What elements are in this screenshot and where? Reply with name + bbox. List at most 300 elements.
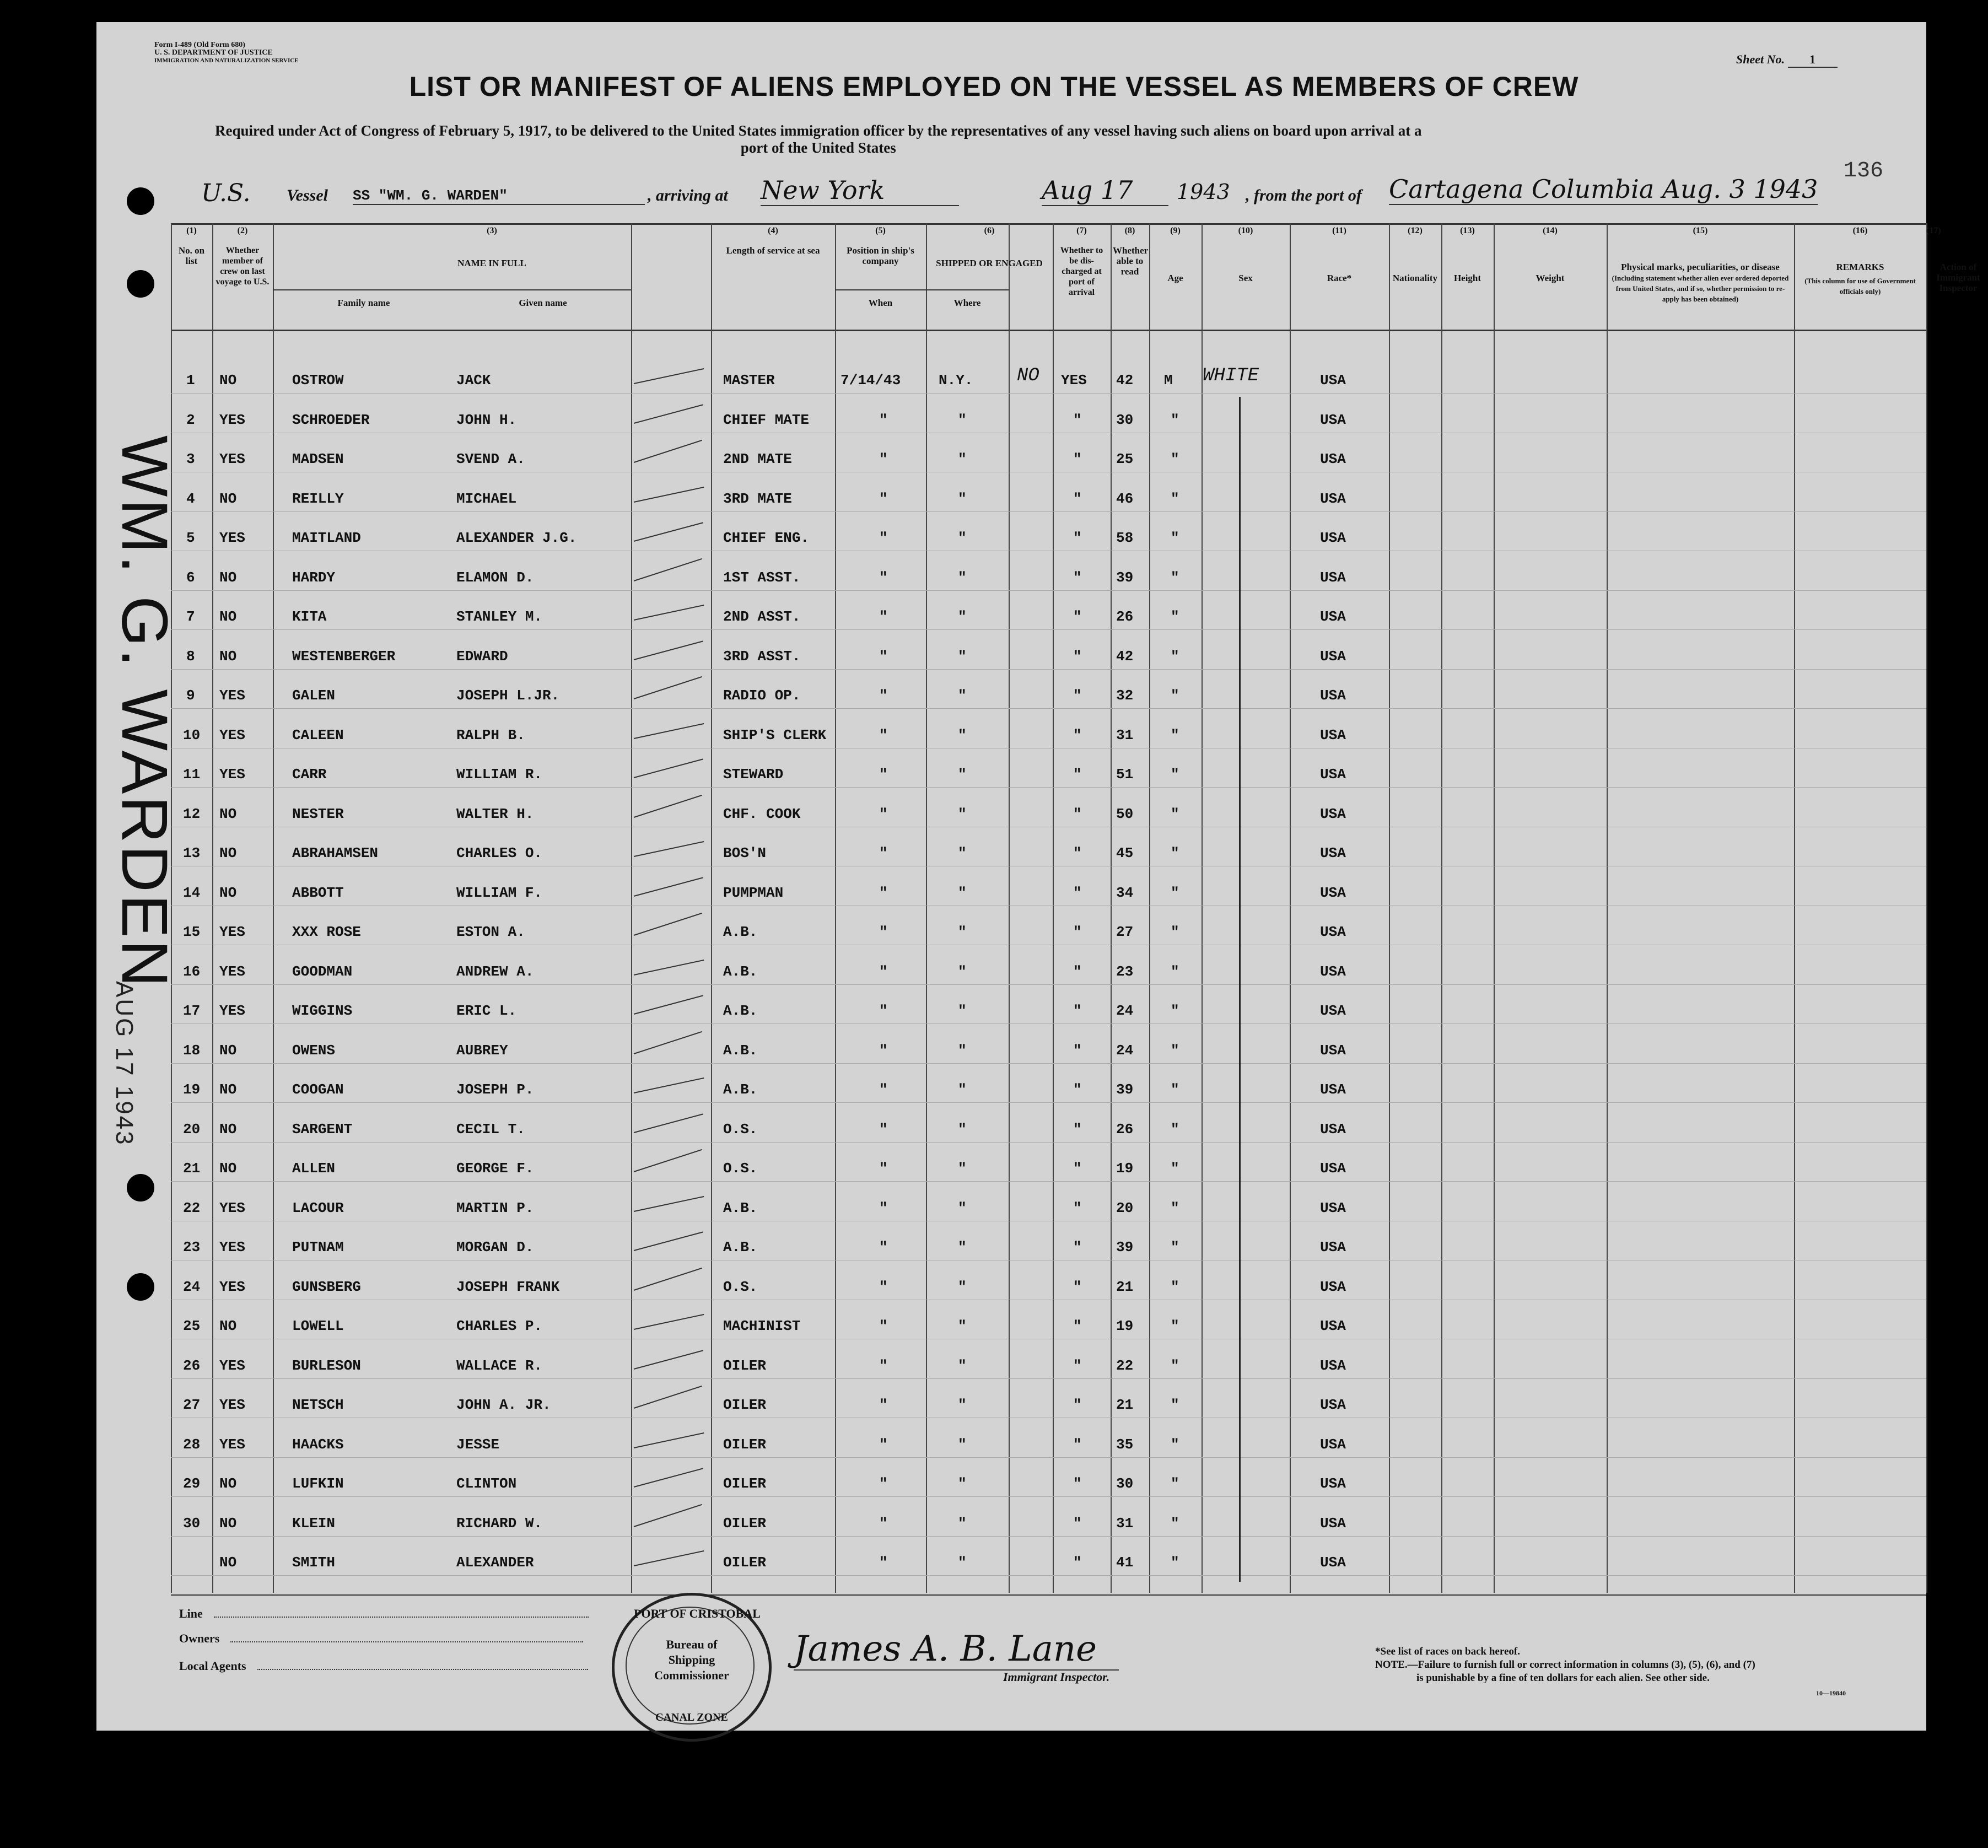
cell-where: " [958,924,967,940]
cell-family: SMITH [292,1554,336,1571]
cell-sex: " [1171,608,1179,625]
table-row [0,1357,1988,1397]
cell-sex: " [1171,569,1179,586]
cell-read: " [1073,1081,1082,1098]
cell-family: CARR [292,766,327,783]
cell-given: JOSEPH P. [456,1081,534,1098]
table-row [0,451,1988,491]
cell-family: GUNSBERG [292,1278,361,1295]
cell-where: " [958,963,967,980]
cell-given: RICHARD W. [456,1515,543,1532]
cell-when: " [879,1397,888,1413]
cell-sex: " [1171,1397,1179,1413]
table-row [0,530,1988,569]
table-row [0,1475,1988,1515]
cell-sex: " [1171,1239,1179,1256]
cell-when: " [879,1120,888,1138]
cell-last: YES [219,1239,245,1256]
table-row [0,1515,1988,1555]
footer-notes: *See list of races on back hereof. NOTE.—Failure to furnish full or correct information in columns (3), (5), (6), and (7) is punishable by a fine of ten dollars for each alien. See other side. [1375,1646,1755,1684]
cell-age: 26 [1116,1120,1134,1138]
cell-nationality: USA [1320,1081,1346,1098]
cell-nationality: USA [1320,1003,1346,1019]
column-number: (2) [237,226,248,235]
cell-when: " [879,411,888,428]
table-row [0,1239,1988,1279]
cell-age: 25 [1116,451,1134,467]
header-rule [171,330,1926,331]
table-row [0,727,1988,767]
cell-sex: " [1171,1199,1179,1216]
cell-age: 26 [1116,608,1134,625]
cell-read: " [1073,1475,1082,1492]
column-header: Whether to be dis-charged at port of arrival [1060,246,1103,297]
cell-age: 39 [1116,1239,1134,1256]
cell-where: " [958,805,967,822]
arriving-label: , arriving at [648,186,728,204]
cell-nationality: USA [1320,1160,1346,1177]
cell-given: JESSE [456,1436,500,1453]
cell-where: " [958,1357,967,1374]
cell-position: MACHINIST [723,1318,801,1334]
cell-last: NO [219,884,237,901]
cell-position: CHF. COOK [723,805,801,822]
cell-given: JOSEPH FRANK [456,1278,560,1295]
cell-when: " [879,1436,888,1453]
cell-no: 23 [183,1239,201,1256]
cell-where: " [958,648,967,665]
cell-sex: " [1171,1278,1179,1295]
cell-given: JOHN H. [456,411,517,428]
cell-age: 19 [1116,1160,1134,1177]
cell-family: CALEEN [292,726,344,743]
cell-where: " [958,1436,967,1453]
cell-read: YES [1061,372,1087,389]
cell-given: CECIL T. [456,1120,525,1138]
cell-given: JACK [456,372,491,389]
table-row [0,608,1988,648]
cell-race: WHITE [1203,365,1259,386]
cell-given: STANLEY M. [456,608,543,625]
binder-hole [127,187,154,215]
cell-where: " [958,1475,967,1492]
cell-no: 6 [186,569,195,586]
cell-position: O.S. [723,1120,758,1138]
table-row [0,806,1988,845]
cell-read: " [1073,451,1082,467]
cell-no: 9 [186,687,195,704]
cell-when: " [879,1160,888,1177]
cell-nationality: USA [1320,569,1346,586]
cell-family: SCHROEDER [292,411,370,428]
cell-read: " [1073,726,1082,743]
cell-position: PUMPMAN [723,884,784,901]
cell-sex: " [1171,884,1179,901]
cell-when: " [879,963,888,980]
cell-given: WILLIAM F. [456,884,543,901]
sheet-number: Sheet No. 1 [1736,52,1838,68]
cell-when: " [879,648,888,665]
cell-age: 34 [1116,884,1134,901]
cell-last: NO [219,1042,237,1059]
cell-sex: " [1171,805,1179,822]
table-row [0,963,1988,1003]
cell-nationality: USA [1320,963,1346,980]
cell-read: " [1073,924,1082,940]
header-subrule [835,289,1009,290]
cell-last: NO [219,372,237,389]
cell-where: " [958,1278,967,1295]
table-row [0,845,1988,885]
cell-when: " [879,1081,888,1098]
cell-position: A.B. [723,924,758,940]
table-row [0,1554,1988,1594]
column-number: (7) [1076,226,1087,235]
cell-position: O.S. [723,1160,758,1177]
cell-nationality: USA [1320,648,1346,665]
cell-nationality: USA [1320,530,1346,546]
table-row [0,648,1988,688]
column-number: (1) [186,226,197,235]
cell-discharge: NO [1017,365,1039,386]
cell-when: " [879,845,888,861]
cell-age: 21 [1116,1278,1134,1295]
cell-age: 42 [1116,648,1134,665]
cell-last: NO [219,1318,237,1334]
cell-sex: " [1171,1475,1179,1492]
cell-position: A.B. [723,963,758,980]
cell-last: YES [219,451,245,467]
vessel-label: Vessel [287,186,328,204]
cell-read: " [1073,648,1082,665]
cell-where: " [958,569,967,586]
cell-where: " [958,1199,967,1216]
cell-when: " [879,1042,888,1059]
cell-given: MORGAN D. [456,1239,534,1256]
column-number: (12) [1408,226,1423,235]
cell-family: WIGGINS [292,1003,353,1019]
cell-where: " [958,845,967,861]
cell-last: NO [219,1081,237,1098]
form-number: Form I-489 (Old Form 680) U. S. DEPARTMENT OF JUSTICE IMMIGRATION AND NATURALIZATION SERVICE [154,41,299,64]
cell-read: " [1073,490,1082,507]
cell-sex: " [1171,451,1179,467]
cell-no: 1 [186,372,195,389]
column-header: Height [1453,273,1481,283]
cell-age: 45 [1116,845,1134,861]
cell-given: CHARLES P. [456,1318,543,1334]
footer-line-label: Line [179,1607,589,1621]
cell-when: " [879,490,888,507]
cell-sex: " [1171,1318,1179,1334]
cell-age: 30 [1116,411,1134,428]
cell-sex: " [1171,411,1179,428]
cell-where: " [958,1515,967,1532]
cell-family: XXX ROSE [292,924,361,940]
cell-position: 2ND ASST. [723,608,801,625]
cell-last: YES [219,1278,245,1295]
cell-position: A.B. [723,1042,758,1059]
cell-sex: " [1171,1160,1179,1177]
column-number: (16) [1852,226,1868,235]
cell-read: " [1073,1120,1082,1138]
subheader-given-name: Given name [519,298,567,308]
table-row [0,365,1988,412]
column-header: Whether able to read [1113,245,1149,277]
cell-nationality: USA [1320,845,1346,861]
action-note: (This column for use of Government officials only) [1804,277,1916,295]
cell-when: " [879,1239,888,1256]
flag-value: U.S. [201,179,251,207]
cell-no: 3 [186,451,195,467]
cell-where: " [958,1003,967,1019]
cell-position: RADIO OP. [723,687,801,704]
cell-position: A.B. [723,1239,758,1256]
cell-last: NO [219,569,237,586]
cell-age: 22 [1116,1357,1134,1374]
cell-where: " [958,1042,967,1059]
cell-age: 31 [1116,726,1134,743]
cell-read: " [1073,1042,1082,1059]
cell-family: LOWELL [292,1318,344,1334]
cell-nationality: USA [1320,805,1346,822]
column-header: Physical marks, peculiarities, or disease [1621,262,1780,272]
cell-no: 30 [183,1515,201,1532]
side-date-stamp: AUG 17 1943 [111,981,138,1146]
cell-read: " [1073,845,1082,861]
inspector-signature: James A. B. Lane [794,1629,1119,1671]
cell-position: OILER [723,1554,767,1571]
cell-position: A.B. [723,1199,758,1216]
cell-age: 23 [1116,963,1134,980]
race-ditto-line [1239,397,1241,1582]
column-header: Length of service at sea [726,245,820,256]
cell-family: COOGAN [292,1081,344,1098]
cell-when: " [879,569,888,586]
cell-nationality: USA [1320,1239,1346,1256]
cell-read: " [1073,1436,1082,1453]
cell-where: " [958,530,967,546]
cell-nationality: USA [1320,1318,1346,1334]
cell-sex: " [1171,1003,1179,1019]
cell-nationality: USA [1320,766,1346,783]
cell-nationality: USA [1320,884,1346,901]
cell-last: NO [219,1120,237,1138]
cell-no: 18 [183,1042,201,1059]
cell-no: 4 [186,490,195,507]
cell-read: " [1073,687,1082,704]
cell-position: 3RD MATE [723,490,792,507]
cell-read: " [1073,569,1082,586]
cell-given: RALPH B. [456,726,525,743]
table-row [0,1318,1988,1357]
column-number: (6) [984,226,995,235]
cell-given: WILLIAM R. [456,766,543,783]
cell-nationality: USA [1320,1120,1346,1138]
cell-last: YES [219,530,245,546]
cell-nationality: USA [1320,924,1346,940]
cell-given: AUBREY [456,1042,508,1059]
column-number: (8) [1124,226,1135,235]
cell-given: SVEND A. [456,451,525,467]
cell-when: " [879,726,888,743]
cell-age: 24 [1116,1003,1134,1019]
column-header: REMARKS [1836,262,1884,272]
cell-nationality: USA [1320,1278,1346,1295]
cell-sex: M [1164,372,1173,389]
cell-where: N.Y. [939,372,973,389]
cell-no: 21 [183,1160,201,1177]
cell-no: 27 [183,1397,201,1413]
cell-last: YES [219,411,245,428]
cell-position: 3RD ASST. [723,648,801,665]
cell-age: 24 [1116,1042,1134,1059]
cell-nationality: USA [1320,1475,1346,1492]
cell-age: 19 [1116,1318,1134,1334]
cell-no: 12 [183,805,201,822]
cell-position: CHIEF MATE [723,411,810,428]
cell-position: CHIEF ENG. [723,530,810,546]
table-row [0,1397,1988,1436]
from-port: Cartagena Columbia Aug. 3 1943 [1389,174,1818,204]
cell-given: EDWARD [456,648,508,665]
cell-sex: " [1171,845,1179,861]
cell-no: 29 [183,1475,201,1492]
cell-read: " [1073,1397,1082,1413]
cell-last: NO [219,805,237,822]
cell-where: " [958,726,967,743]
cell-position: O.S. [723,1278,758,1295]
cell-position: OILER [723,1357,767,1374]
table-row [0,1121,1988,1161]
column-header: Race* [1327,273,1352,283]
cell-read: " [1073,1554,1082,1571]
cell-nationality: USA [1320,372,1346,389]
cell-family: NESTER [292,805,344,822]
cell-position: A.B. [723,1081,758,1098]
cell-when: " [879,1318,888,1334]
cell-age: 50 [1116,805,1134,822]
column-header: SHIPPED OR ENGAGED [936,258,1043,268]
cell-family: HARDY [292,569,336,586]
cell-age: 20 [1116,1199,1134,1216]
cell-given: WALTER H. [456,805,534,822]
column-number: (11) [1332,226,1346,235]
cell-age: 31 [1116,1515,1134,1532]
cell-when: " [879,1357,888,1374]
cell-no: 19 [183,1081,201,1098]
page-title: LIST OR MANIFEST OF ALIENS EMPLOYED ON THE VESSEL AS MEMBERS OF CREW [409,71,1579,102]
cell-family: HAACKS [292,1436,344,1453]
table-row [0,1081,1988,1121]
column-header: Position in ship's company [847,245,914,266]
cell-where: " [958,490,967,507]
cell-last: YES [219,1199,245,1216]
subheader-family-name: Family name [337,298,390,308]
cell-when: " [879,924,888,940]
cell-nationality: USA [1320,1397,1346,1413]
cell-family: MADSEN [292,451,344,467]
port-cristobal-stamp: PORT OF CRISTOBAL Bureau of Shipping Commissioner CANAL ZONE [612,1593,772,1742]
cell-position: BOS'N [723,845,767,861]
cell-no: 16 [183,963,201,980]
cell-where: " [958,451,967,467]
column-number: (3) [487,226,497,235]
column-header: Age [1167,273,1183,283]
cell-last: NO [219,1554,237,1571]
cell-nationality: USA [1320,490,1346,507]
cell-where: " [958,1554,967,1571]
cell-last: YES [219,687,245,704]
cell-when: " [879,1278,888,1295]
cell-given: MARTIN P. [456,1199,534,1216]
cell-age: 21 [1116,1397,1134,1413]
cell-where: " [958,884,967,901]
arrival-year: 1943 [1177,180,1230,204]
cell-given: MICHAEL [456,490,517,507]
cell-family: ABBOTT [292,884,344,901]
cell-family: GALEN [292,687,336,704]
cell-read: " [1073,411,1082,428]
cell-no: 22 [183,1199,201,1216]
cell-where: " [958,1081,967,1098]
column-number: (13) [1460,226,1475,235]
cell-read: " [1073,1357,1082,1374]
cell-read: " [1073,1199,1082,1216]
table-row [0,766,1988,806]
cell-last: YES [219,1357,245,1374]
print-code: 10—19840 [1816,1689,1846,1697]
cell-last: NO [219,648,237,665]
cell-nationality: USA [1320,1436,1346,1453]
cell-read: " [1073,608,1082,625]
arriving-port: New York [761,175,959,206]
cell-when: " [879,687,888,704]
footer-owners-label: Owners [179,1631,583,1646]
cell-last: YES [219,726,245,743]
cell-given: JOHN A. JR. [456,1397,551,1413]
cell-nationality: USA [1320,411,1346,428]
cell-given: ERIC L. [456,1003,517,1019]
cell-sex: " [1171,1081,1179,1098]
cell-when: " [879,1515,888,1532]
cell-family: KITA [292,608,327,625]
table-row [0,1436,1988,1476]
cell-nationality: USA [1320,687,1346,704]
from-port-label: , from the port of [1246,186,1362,204]
table-row [0,1200,1988,1240]
cell-given: ANDREW A. [456,963,534,980]
cell-last: YES [219,1003,245,1019]
column-header: No. on list [178,245,205,266]
cell-nationality: USA [1320,726,1346,743]
footer-agents-label: Local Agents [179,1659,588,1673]
cell-last: YES [219,1397,245,1413]
cell-sex: " [1171,1357,1179,1374]
cell-when: " [879,1554,888,1571]
cell-nationality: USA [1320,451,1346,467]
column-number: (14) [1543,226,1558,235]
subheader-where: Where [953,298,981,308]
cell-given: CHARLES O. [456,845,543,861]
column-header: Whether member of crew on last voyage to U.S. [215,246,270,287]
cell-last: NO [219,608,237,625]
cell-no: 11 [183,766,201,783]
table-row [0,491,1988,530]
cell-given: ALEXANDER [456,1554,534,1571]
cell-age: 30 [1116,1475,1134,1492]
cell-position: STEWARD [723,766,784,783]
